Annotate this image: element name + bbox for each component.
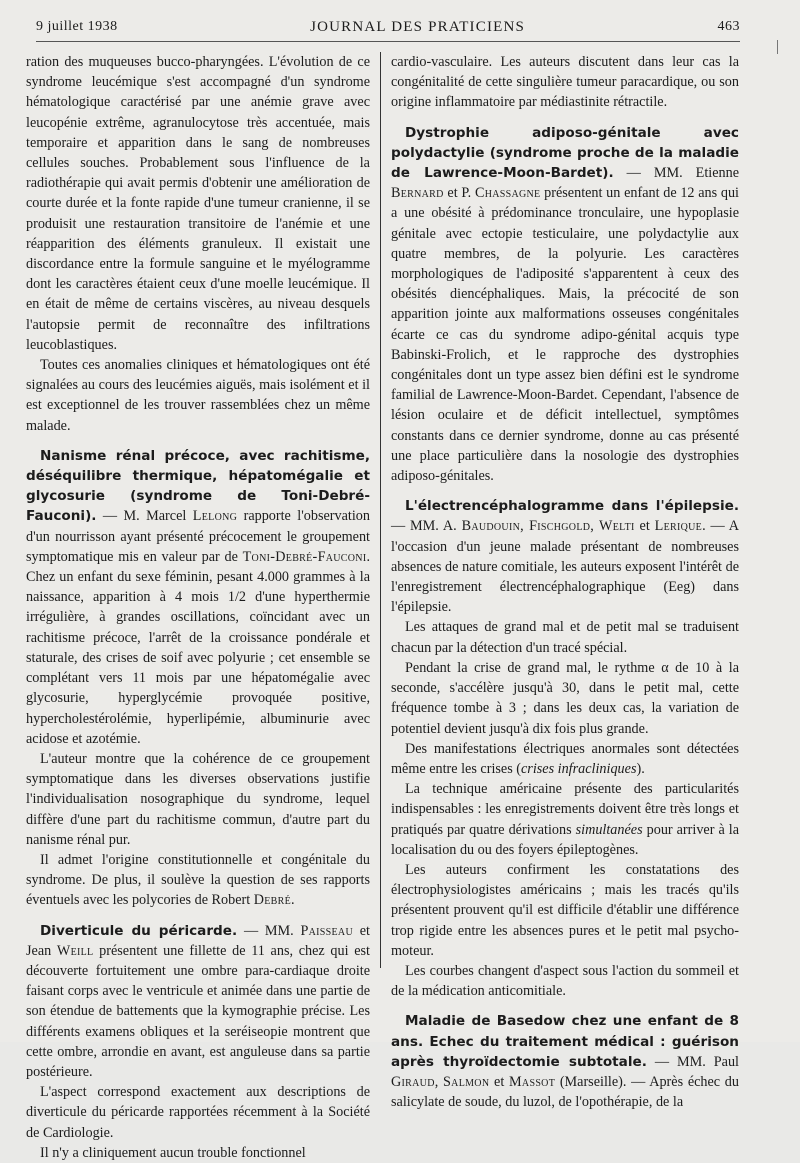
article-basedow bbox=[391, 1011, 739, 1112]
article-heading: L'électrencéphalogramme dans l'épilepsie. bbox=[405, 498, 739, 515]
article-body: présentent un enfant de 12 ans qui a une obésité à prédominance tronculaire, une hypoplasie génitale avec ectopie testiculaire, une polydactylie aux quatre membres, de la polyurie. Les caractères morphologiques de l'adiposité s'apparentent à ceux des obésités diencéphaliques. Mais, la précocité de son apparition jointe aux malformations osseuses congénitales écarte ce cas du syndrome adipo-génital acquis type Babinski-Frolich, et le rapproche des dystrophies congénitales dont un type assez bien défini est le syndrome familial de Lawrence-Moon-Bardet. Cependant, l'absence de lésion oculaire et de déficit intellectuel, symptômes constants dans ce dernier syndrome, donne au cas présenté une place particulière dans la nosologie des dystrophies adiposo-génitales. bbox=[391, 185, 739, 485]
paragraph-text: La technique américaine présente des particularités indispensables : les enregistrements doivent être très longs et pratiqués par quatre dérivations bbox=[391, 781, 739, 838]
article-heading: Nanisme rénal précoce, avec rachitisme, déséquilibre thermique, hépatomégalie et glycosurie (syndrome de Toni-Debré-Fauconi). bbox=[26, 447, 370, 525]
author-prefix: — M. Marcel bbox=[96, 508, 193, 525]
right-paragraph-1: cardio-vasculaire. Les auteurs discutent dans leur cas la congénitalité de cette singulière tumeur paracardique, ou son origine inflammatoire par médiastinite rétractile. bbox=[391, 54, 739, 111]
article-diverticule bbox=[26, 921, 370, 1083]
author-joiner: et P. bbox=[443, 185, 475, 202]
left-paragraph-2: Toutes ces anomalies cliniques et hématologiques ont été signalées au cours des leucémies aiguës, mais isolément et il est exceptionnel de les trouver rassemblées chez un même malade. bbox=[26, 357, 370, 434]
author-name: Massot bbox=[509, 1073, 556, 1090]
article-body: . Chez un enfant du sexe féminin, pesant 4.000 grammes à la naissance, apparition à 4 mois 1/2 d'une hyperthermie irrégulière, à grandes oscillations, coïncidant avec un rachitisme précoce, l'arrêt de la croissance pondérale et staturale, des crises de soif avec polyurie ; cet ensemble se complétant vers 11 mois par une hépatomégalie avec glycosurie, hyperglycémie provoquée positive, hypercholestérolémie, hyperlipémie, albuminurie avec acidose et azotémie. bbox=[26, 548, 370, 747]
right-paragraph-4 bbox=[391, 739, 739, 779]
header-date: 9 juillet 1938 bbox=[36, 19, 118, 34]
author-name: Debré bbox=[253, 892, 292, 909]
author-prefix: — MM. Etienne bbox=[613, 165, 739, 182]
column-divider bbox=[380, 52, 381, 968]
right-paragraph-2: Les attaques de grand mal et de petit mal se traduisent chacun par la détection d'un tracé spécial. bbox=[391, 619, 739, 656]
left-paragraph-4 bbox=[26, 850, 370, 911]
author-name: Bernard bbox=[391, 185, 444, 202]
emphasis-text: simultanées bbox=[575, 821, 643, 838]
author-name: Weill bbox=[56, 942, 94, 959]
article-heading: Diverticule du péricarde. bbox=[40, 922, 238, 939]
article-toni-debre-fauconi bbox=[26, 446, 370, 749]
author-name: Chassagne bbox=[474, 185, 541, 202]
author-name: Salmon bbox=[442, 1073, 490, 1090]
article-heading: Dystrophie adiposo-génitale avec polydactylie (syndrome proche de la maladie de Lawrence-Moon-Bardet). bbox=[391, 124, 739, 182]
author-prefix: — MM. Paul bbox=[646, 1053, 739, 1070]
paragraph-text: pour arriver à la localisation du ou des foyers épileptogènes. bbox=[391, 821, 739, 858]
paragraph-text: Des manifestations électriques anormales sont détectées même entre les crises ( bbox=[391, 740, 739, 777]
author-name: Baudouin, Fischgold, Welti bbox=[461, 518, 635, 535]
article-heading: Maladie de Basedow chez une enfant de 8 ans. Echec du traitement médical : guérison après thyroïdectomie subtotale. bbox=[391, 1013, 739, 1070]
author-joiner: et bbox=[634, 518, 655, 535]
left-paragraph-6: Il n'y a cliniquement aucun trouble fonctionnel bbox=[40, 1144, 306, 1161]
left-column bbox=[26, 52, 370, 1161]
left-paragraph-5: L'aspect correspond exactement aux descriptions de diverticule du péricarde rapportées récemment à la Société de Cardiologie. bbox=[26, 1084, 370, 1141]
header-rule bbox=[36, 41, 740, 42]
author-joiner: et bbox=[489, 1073, 510, 1090]
author-prefix: — MM. bbox=[237, 922, 301, 939]
author-name: Lelong bbox=[192, 508, 238, 525]
right-paragraph-5 bbox=[391, 779, 739, 860]
article-body: . — A l'occasion d'un jeune malade présentant de nombreuses absences de nature comitiale, les auteurs exposent l'intérêt de l'enregistrement électrencéphalographique (Eeg) dans l'épilepsie. bbox=[391, 518, 739, 616]
article-body: présentent une fillette de 11 ans, chez qui est découverte fortuitement une ombre para-cardiaque droite faisant corps avec le ventricule et animée dans une partie de son étendue de battements que la kymographie précise. Les différents examens obliques et la seréiseopie montrent que cette ombre, arrondie en avant, est anguleuse dans sa partie postérieure. bbox=[26, 942, 370, 1080]
emphasis-text: crises infracliniques bbox=[521, 760, 637, 777]
page-number: 463 bbox=[717, 19, 740, 34]
author-name: Giraud bbox=[391, 1073, 435, 1090]
article-dystrophie bbox=[391, 123, 739, 487]
article-body: (Marseille). — Après échec du salicylate de soude, du luzol, de l'opothérapie, de la bbox=[391, 1073, 739, 1111]
page-header bbox=[36, 16, 740, 38]
right-paragraph-6: Les auteurs confirment les constatations des électrophysiologistes américains ; mais les tracés qu'ils présentent prouvent qu'il est difficile d'établir une différence trop rigide entre les absences pures et le petit mal psycho-moteur. bbox=[391, 861, 739, 959]
author-name: Lerique bbox=[654, 518, 703, 535]
paragraph-text: Il admet l'origine constitutionnelle et congénitale du syndrome. De plus, il soulève la question de ses rapports éventuels avec les polycories de Robert bbox=[26, 851, 370, 909]
margin-mark bbox=[777, 40, 778, 54]
left-paragraph-1: ration des muqueuses bucco-pharyngées. L'évolution de ce syndrome leucémique s'est accompagné d'un syndrome hématologique caractérisé par une anémie grave avec leucopénie extrême, agranulocytose très accentuée, mais temporaire et apparition dans le sang de nombreuses cellules souches. Probablement sous l'influence de la radiothérapie qui avait permis d'obtenir une amélioration de courte durée et la fonte rapide d'une tumeur cranienne, il se produisit une restauration transitoire de l'anémie et une réapparition des éléments granuleux. Il existait une discordance entre la formule sanguine et le myélogramme dont les caractères étaient ceux d'une moelle leucémique. Il en était de même de certains viscères, au niveau desquels l'autopsie permit de reconnaître des infiltrations leucoblastiques. bbox=[26, 54, 370, 353]
author-joiner: , bbox=[434, 1073, 443, 1090]
paragraph-text: ). bbox=[636, 760, 645, 777]
left-paragraph-3: L'auteur montre que la cohérence de ce groupement symptomatique dans les diverses observations justifie l'individualisation nosographique du syndrome, lequel diffère d'une part du rachitisme commun, d'autre part du nanisme rénal pur. bbox=[26, 750, 370, 848]
author-name: Paisseau bbox=[300, 922, 353, 939]
right-column bbox=[391, 52, 739, 1111]
right-paragraph-7: Les courbes changent d'aspect sous l'action du sommeil et de la médication anticomitiale. bbox=[391, 962, 739, 1000]
author-joiner: et Jean bbox=[26, 922, 370, 959]
article-eeg bbox=[391, 496, 739, 617]
right-paragraph-3: Pendant la crise de grand mal, le rythme α de 10 à la seconde, s'accélère jusqu'à 30, dans le petit mal, cette fréquence tombe à 3 ; dans les deux cas, la variation de potentiel devient jusqu'à dix fois plus grande. bbox=[391, 659, 739, 737]
author-name: Toni-Debré-Fauconi bbox=[242, 548, 367, 565]
author-prefix: — MM. A. bbox=[391, 518, 462, 535]
journal-title: JOURNAL DES PRATICIENS bbox=[310, 18, 526, 35]
paragraph-text: . bbox=[291, 892, 295, 909]
article-body: rapporte l'observation d'un nourrisson ayant présenté précocement le groupement symptomatique mis en valeur par de bbox=[26, 508, 370, 565]
